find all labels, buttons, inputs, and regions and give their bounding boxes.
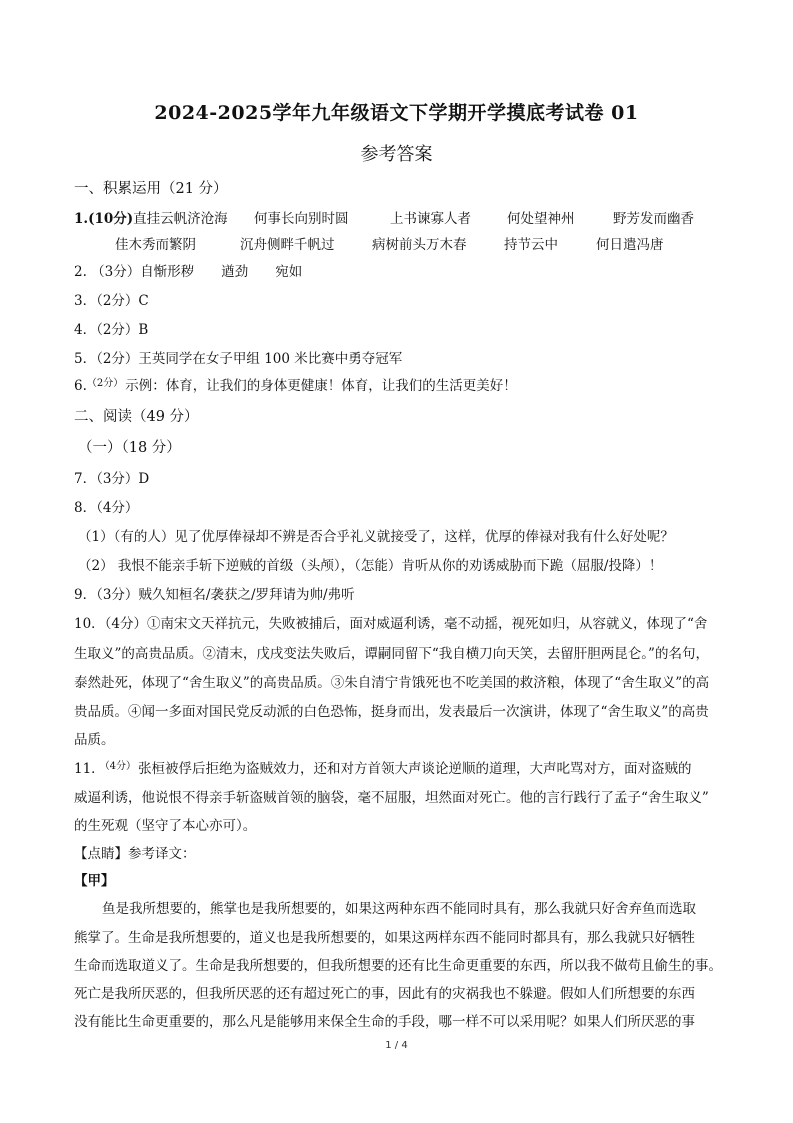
q4-answer: 4．（2分）B bbox=[74, 322, 149, 338]
translation-line-4: 死亡是我所厌恶的，但我所厌恶的还有超过死亡的事，因此有的灾祸我也不躲避。假如人们所想要的东西 bbox=[74, 986, 695, 1002]
q1-answer-5: 野芳发而幽香 bbox=[613, 211, 694, 227]
q9-answer: 9．（3分）贼久知桓名/袭获之/罗拜请为帅/弗听 bbox=[74, 587, 355, 603]
q2-answer: 2. （3分）自惭形秽 遒劲 宛如 bbox=[74, 264, 303, 280]
q10-line-1: 10．（4分）①南宋文天祥抗元，失败被捕后，面对威逼利诱，毫不动摇，视死如归，从容就义，体现了“舍 bbox=[74, 616, 708, 632]
q8-part-1: （1）（有的人）见了优厚俸禄却不辨是否合乎礼义就接受了，这样，优厚的俸禄对我有什么好处呢？ bbox=[78, 529, 674, 545]
q11-number: 11． bbox=[74, 761, 105, 777]
q1-label: 1.(10分) bbox=[74, 211, 134, 227]
q11-line-1 bbox=[74, 760, 692, 780]
subsection-1-header: （一）（18 分） bbox=[78, 440, 181, 456]
q3-answer: 3．（2分）C bbox=[74, 293, 149, 309]
q1-answer-10: 何日遣冯唐 bbox=[596, 237, 664, 253]
translation-line-2: 熊掌了。生命是我所想要的，道义也是我所想要的，如果这两样东西不能同时都具有，那么我就只好牺牲 bbox=[74, 930, 695, 946]
q1-row-1 bbox=[74, 210, 228, 228]
q1-answer-9: 持节云中 bbox=[504, 237, 558, 253]
q1-answer-7: 沉舟侧畔千帆过 bbox=[240, 237, 335, 253]
translation-line-1: 鱼是我所想要的，熊掌也是我所想要的，如果这两种东西不能同时具有，那么我就只好舍弃鱼而选取 bbox=[102, 901, 696, 917]
q1-answer-8: 病树前头万木春 bbox=[372, 237, 467, 253]
jia-label: 【甲】 bbox=[74, 873, 115, 889]
section-2-header: 二、阅读（49 分） bbox=[74, 409, 199, 425]
translation-line-3: 生命而选取道义了。生命是我所想要的，但我所想要的还有比生命更重要的东西，所以我不做苟且偷生的事。 bbox=[74, 958, 722, 974]
q6-number: 6. bbox=[74, 378, 87, 394]
q1-answer-4: 何处望神州 bbox=[507, 211, 575, 227]
q1-answer-6: 佳木秀而繁阴 bbox=[115, 237, 196, 253]
dianjing-header: 【点睛】参考译文： bbox=[74, 846, 196, 862]
q1-answer-1: 直挂云帆济沧海 bbox=[133, 211, 228, 227]
q11-line-2: 威逼利诱，他说恨不得亲手斩盗贼首领的脑袋，毫不屈服，坦然面对死亡。他的言行践行了孟子“舍生取义” bbox=[74, 790, 709, 806]
q8-header: 8．（4分） bbox=[74, 500, 139, 516]
q6-text: 示例：体育，让我们的身体更健康！体育，让我们的生活更美好！ bbox=[125, 378, 517, 394]
q10-line-4: 贵品质。④闻一多面对国民党反动派的白色恐怖，挺身而出，发表最后一次演讲，体现了“舍生取义”的高贵 bbox=[74, 704, 709, 720]
q6-score: （2分） bbox=[86, 378, 124, 389]
q11-score: （4分） bbox=[104, 761, 137, 772]
q7-answer: 7．（3分）D bbox=[74, 471, 150, 487]
q6-answer bbox=[74, 377, 517, 397]
q11-text-1: 张桓被俘后拒绝为盗贼效力，还和对方首领大声谈论逆顺的道理，大声叱骂对方，面对盗贼的 bbox=[138, 761, 692, 777]
q11-line-3: 的生死观（坚守了本心亦可）。 bbox=[74, 818, 257, 834]
q10-line-2: 生取义”的高贵品质。②清末，戊戌变法失败后，谭嗣同留下“我自横刀向天笑，去留肝胆两昆仑。”的名句， bbox=[74, 646, 709, 662]
q1-answer-2: 何事长向别时圆 bbox=[254, 211, 349, 227]
page-subtitle: 参考答案 bbox=[360, 144, 433, 165]
q10-line-3: 泰然赴死，体现了“舍生取义”的高贵品质。③朱自清宁肯饿死也不吃美国的救济粮，体现了“舍生取义”的高 bbox=[74, 675, 710, 691]
q1-answer-3: 上书谏寡人者 bbox=[390, 211, 471, 227]
q5-answer: 5．（2分）王英同学在女子甲组 100 米比赛中勇夺冠军 bbox=[74, 351, 403, 367]
page-title: 2024-2025学年九年级语文下学期开学摸底考试卷 01 bbox=[154, 102, 639, 124]
q8-part-2: （2） 我恨不能亲手斩下逆贼的首级（头颅），（怎能）肯听从你的劝诱威胁而下跪（屈服/投降）！ bbox=[78, 558, 663, 574]
q10-line-5: 品质。 bbox=[74, 732, 115, 748]
translation-line-5: 没有能比生命更重要的，那么凡是能够用来保全生命的手段，哪一样不可以采用呢？如果人们所厌恶的事 bbox=[74, 1014, 695, 1030]
section-1-header: 一、积累运用（21 分） bbox=[74, 181, 228, 197]
page-number: 1 / 4 bbox=[385, 1040, 408, 1051]
